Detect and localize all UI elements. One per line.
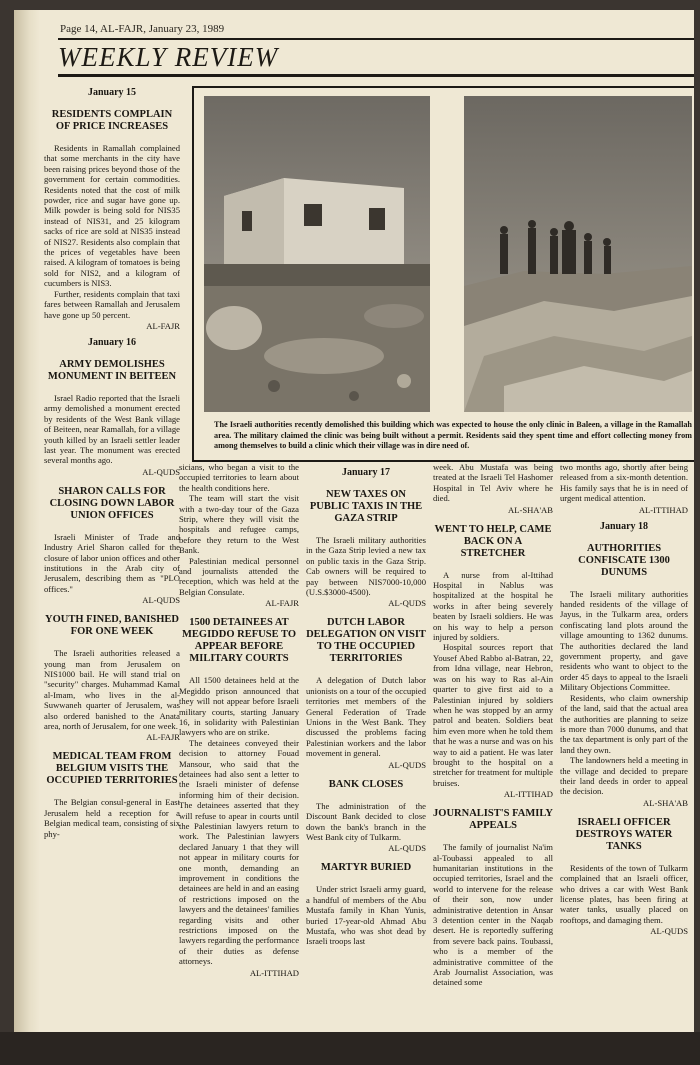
source-credit: AL-SHA'AB <box>643 797 688 808</box>
article-paragraph: The Belgian consul-general in East Jerusalem held a reception for a Belgian medical team, consisting of six phy- <box>44 797 180 839</box>
article-headline: JOURNALIST'S FAMILY APPEALS <box>433 808 553 832</box>
source-credit: AL-FAJR <box>265 598 299 609</box>
source-credit: AL-QUDS <box>142 466 180 477</box>
article-paragraph: Under strict Israeli army guard, a handful of members of the Abu Mustafa family in Khan Yunis, buried 17-year-old Ahmad Abu Mustafa, who was shot dead by Israeli troops last <box>306 884 426 947</box>
date-heading: January 17 <box>341 467 391 478</box>
village-ruins-photo <box>464 96 692 412</box>
page-folio: Page 14, AL-FAJR, January 23, 1989 <box>60 23 225 35</box>
article-paragraph: A nurse from al-Ittihad Hospital in Nablus was hospitalized at the hospital he works in after being severely beaten by Israeli soldiers. He was on his way to help a person injured by soldiers. <box>433 569 553 643</box>
column-4 <box>433 462 553 1030</box>
article-headline: ARMY DEMOLISHES MONUMENT IN BEITEEN <box>47 358 177 382</box>
date-heading: January 18 <box>599 520 649 532</box>
date-heading: January 15 <box>87 87 137 98</box>
article-paragraph: The team will start the visit with a two-day tour of the Gaza Strip, where they will visit the hospitals and refugee camps, before they return to the West Bank. <box>179 493 299 556</box>
article-paragraph: two months ago, shortly after being released from a six-month detention. His family says that he is in need of urgent medical attention. <box>560 462 688 504</box>
article-headline: MARTYR BURIED <box>320 862 412 874</box>
source-credit: AL-FAJR <box>146 732 180 743</box>
source-credit: AL-FAJR <box>146 320 180 331</box>
source-credit: AL-QUDS <box>650 926 688 937</box>
article-headline: RESIDENTS COMPLAIN OF PRICE INCREASES <box>51 109 173 132</box>
article-headline: YOUTH FINED, BANISHED FOR ONE WEEK <box>45 614 179 638</box>
article-paragraph: Residents in Ramallah complained that some merchants in the city have been raising prices beyond those of the government for certain commodities. Residents noted that the cost of milk powder, rice and sugar have gone up. Milk powder is being sold for NIS35 instead of NIS31, and 25 kilogram sacks of rice are sold at NIS35 instead of NIS27. Residents also complain that the prices of vegetables have been raised. A kilogram of tomatoes is being sold for NIS2, and a kilogram of cucumbers is NIS3. <box>44 143 180 289</box>
article-paragraph: sicians, who began a visit to the occupied territories to learn about the health conditions here. <box>179 462 299 493</box>
article-paragraph: The detainees conveyed their decision to attorney Fouad Mansour, who said that the detainees had also sent a letter to the Israeli minister of defense informing him of their decision. The detainees asserted that they will refuse to apear in courts until the Palestinian lawyers return to work. The Palestinian lawyers declared January 1 that they will not appear in military courts for one month, demanding an improvement in conditions the detainees are held in and an easing of restrictions imposed on the lawyers and the detainees' families regarding visits and other restrictions imposed on the lawyers regarding the performance of their duties as defense attorneys. <box>179 737 299 967</box>
article-headline: AUTHORITIES CONFISCATE 1300 DUNUMS <box>578 542 670 578</box>
article-paragraph: The Israeli military authorities handed residents of the village of Jayus, in the Tulkarm area, orders confiscating land plots around the village amounting to 1362 dunums. The authorities declared the land government property, and gave residents who want to object to the order 45 days to appeal to the Israeli Military Objections Committee. <box>560 588 688 693</box>
article-headline: 1500 DETAINEES AT MEGIDDO REFUSE TO APPEAR BEFORE MILITARY COURTS <box>182 617 296 665</box>
article-headline: WENT TO HELP, CAME BACK ON A STRETCHER <box>434 523 552 559</box>
source-credit: AL-QUDS <box>388 843 426 854</box>
demolished-building-photo <box>204 96 430 412</box>
article-headline: DUTCH LABOR DELEGATION ON VISIT TO THE OCCUPIED TERRITORIES <box>306 617 426 665</box>
article-paragraph: The family of journalist Na'im al-Toubassi appealed to all humanitarian institutions in the occupied territories, Israel and the world to intervene for the release of their son, now under administrative detention in Ansar 3 detention center in the Naqab desert. He is reportedly suffering from severe back pains. Toubassi, who is a member of the administrative committee of the Arab Journalist Association, was detained some <box>433 842 553 988</box>
article-headline: ISRAELI OFFICER DESTROYS WATER TANKS <box>575 816 673 852</box>
article-paragraph: Hospital sources report that Yousef Abed Rabbo al-Batran, 22, from Idna village, near Hebron, was on his way to Ras al-Ain quarter to give first aid to a Palestinian injured by soldiers when he was stopped by an army patrol and beaten. Soldiers beat him even more when he told them that he was a nurse and was on his way to aid a patient. He was later brought to the hospital on a stretcher for treatment for multiple bruises. <box>433 642 553 788</box>
article-paragraph: Residents of the town of Tulkarm complained that an Israeli officer, who drives a car with West Bank license plates, has been firing at water tanks, usually placed on rooftops, and damaging them. <box>560 862 688 925</box>
source-credit: AL-QUDS <box>388 759 426 770</box>
column-3 <box>306 462 426 1030</box>
column-1 <box>44 82 180 1030</box>
page-binding-edge <box>14 10 40 1032</box>
section-title: WEEKLY REVIEW <box>58 42 279 72</box>
column-5 <box>560 462 688 1030</box>
column-2 <box>179 462 299 1030</box>
source-credit: AL-ITTIHAD <box>503 789 553 800</box>
article-paragraph: week. Abu Mustafa was being treated at the Israeli Tel Hashomer Hospital in Tel Aviv where he died. <box>433 462 553 504</box>
article-paragraph: Israel Radio reported that the Israeli army demolished a monument erected by residents of the West Bank village of Beiteen, near Ramallah, for a village youth killed by an Israeli settler leader last year. The monument was erected several months ago. <box>44 392 180 466</box>
masthead-rule <box>58 74 694 77</box>
article-headline: SHARON CALLS FOR CLOSING DOWN LABOR UNION OFFICES <box>49 485 175 521</box>
source-credit: AL-ITTIHAD <box>638 504 688 515</box>
source-credit: AL-ITTIHAD <box>249 967 299 978</box>
article-paragraph: A delegation of Dutch labor unionists on a tour of the occupied territories met members of the General Federation of Trade Unions in the West Bank. They discussed the problems facing Palestinian workers and the labor movement in general. <box>306 675 426 759</box>
source-credit: AL-SHA'AB <box>508 504 553 515</box>
date-heading: January 16 <box>87 336 137 348</box>
article-paragraph: Palestinian medical personnel and journalists attended the reception, which was held at the Belgian Consulate. <box>179 555 299 597</box>
article-paragraph: The Israeli authorities released a young man from Jerusalem on NIS1000 bail. He will stand trial on "security" charges. Muhammad Kamal al-Imam, who lives in the al-Suwwaneh quarter of Jerusalem, was also ordered banished to the Anata area, north of Jerusalem, for one week. <box>44 648 180 732</box>
source-credit: AL-QUDS <box>142 595 180 606</box>
article-paragraph: Residents, who claim ownership of the land, said that the actual area the authorities are planning to seize is more than 7000 dunums, and that the tax department is only part of the land they own. <box>560 692 688 755</box>
photo-caption: The Israeli authorities recently demolished this building which was expected to house the only clinic in Baleen, a village in the Ramallah area. The military claimed the clinic was being built without a permit. Residents said they spent time and effort collecting money from among themselves to build a clinic which their village was in dire need of. <box>214 420 692 451</box>
article-headline: MEDICAL TEAM FROM BELGIUM VISITS THE OCCUPIED TERRITORIES <box>46 751 178 787</box>
article-paragraph: Israeli Minister of Trade and Industry Ariel Sharon called for the closure of labor union offices and other institutions in the Arab city of Jerusalem, describing them as "PLO offices." <box>44 531 180 594</box>
article-paragraph: The administration of the Discount Bank decided to close down the bank's branch in the West Bank city of Tulkarm. <box>306 800 426 842</box>
article-paragraph: Further, residents complain that taxi fares between Ramallah and Jerusalem have gone up 50 percent. <box>44 288 180 320</box>
scan-bottom-edge <box>0 1032 700 1065</box>
article-paragraph: The Israeli military authorities in the Gaza Strip levied a new tax on public taxis in the Gaza Strip. Cab owners will be required to pay between NIS7000-10,000 (U.S.$3000-4500). <box>306 535 426 598</box>
source-credit: AL-QUDS <box>388 598 426 609</box>
newspaper-page <box>14 10 694 1032</box>
photo-box <box>192 86 694 462</box>
article-headline: NEW TAXES ON PUBLIC TAXIS IN THE GAZA STRIP <box>309 489 423 524</box>
article-paragraph: All 1500 detainees held at the Megiddo prison announced that they will not appear before Israeli military courts, starting January 16, in solidarity with Palestinian lawyers who are on strike. <box>179 675 299 738</box>
article-paragraph: The landowners held a meeting in the village and decided to prepare their land deeds in order to appeal the decision. <box>560 755 688 797</box>
article-headline: BANK CLOSES <box>328 778 404 790</box>
